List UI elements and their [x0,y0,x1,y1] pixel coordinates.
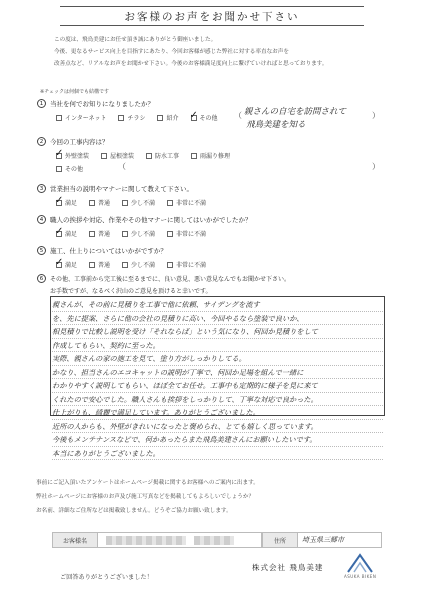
q3-option-normal[interactable]: 普通 [89,198,110,207]
handwritten-line: 今後もメンテナンスなどで、何かあったらまた飛鳥美建さんにお願いしたいです。 [52,433,383,447]
q4-option-very-unsatisfied[interactable]: 非常に不満 [167,229,206,238]
check-mark-icon: ✓ [55,147,64,159]
question-number: 1 [37,99,46,108]
handwritten-line: 作成してもらい、契約に至った。 [52,339,383,353]
q2-option-roof[interactable]: 屋根塗装 [101,151,134,160]
question-text: 営業担当の説明やマナーに関して教えて下さい。 [50,185,193,193]
checkbox[interactable] [56,115,62,121]
question-text: 当社を何でお知りになりましたか？ [50,100,154,108]
question-number: 6 [37,274,46,283]
question-text: 職人の挨拶や対応、作業やその他マナーに関してはいかがでしたか？ [50,216,252,224]
intro-line: この度は、飛鳥美建にお任せ頂き誠にありがとう御座いました。 [54,37,217,43]
address-field[interactable] [298,532,382,548]
question-6 [37,274,290,283]
handwritten-comments [52,298,383,460]
question-number: 3 [37,184,46,193]
customer-info-row [52,532,382,548]
checkbox[interactable] [146,153,152,159]
handwritten-line: 相見積りで比較し説明を受け「それならば」という気になり、何回か見積りをして [52,325,383,339]
handwritten-answer: 飛鳥美建を知る [246,120,306,130]
q5-option-satisfied[interactable]: ✓ 満足 [55,256,78,269]
redacted-name [106,536,186,545]
paren-open: （ [118,162,126,171]
q5-option-normal[interactable]: 普通 [89,260,110,269]
checkbox-checked[interactable] [55,147,64,159]
question-5 [37,246,167,255]
company-name: 株式会社 飛鳥美建 [252,563,324,572]
handwritten-line: 本当にありがとうございました。 [52,447,383,461]
q2-option-waterproof[interactable]: 防水工事 [146,151,179,160]
q2-option-other[interactable]: その他 [56,164,83,173]
page-title: お客様のお声をお聞かせ下さい [60,6,364,26]
intro-line: 今後、更なるサービス向上を目指すにあたり、今回お客様が感じた弊社に対する率直なお声を [54,49,289,55]
question-2 [37,137,109,146]
question-text: 今回の工事内容は？ [50,138,109,146]
checkbox[interactable] [122,200,128,206]
q3-option-satisfied[interactable]: ✓ 満足 [55,194,78,207]
checkbox[interactable] [89,200,95,206]
question-4 [37,215,252,224]
checkbox-checked[interactable] [55,256,64,268]
checkbox-checked[interactable] [55,194,64,206]
checkbox[interactable] [89,262,95,268]
question-text: 施工、仕上りについてはいかがですか？ [50,247,167,255]
permission-line: 事前にご記入頂いたアンケートはホームページ掲載に関するお客様へのご案内に出ます。 [36,480,259,486]
q2-options [55,147,242,160]
question-text: その他、工事前から完工後に至るまでに、良い意見、悪い意見なんでもお聞かせ下さい。 [50,276,291,283]
thanks-message: ご回答ありがとうございました！ [60,574,153,581]
logo-text: ASUKA BIKEN [344,574,377,579]
checkbox[interactable] [56,166,62,172]
check-mark-icon: ✓ [55,256,64,268]
redacted-name [194,536,234,545]
checkbox-note: ※チェックは何個でも結構です [40,89,110,95]
checkbox[interactable] [191,153,197,159]
handwritten-line: 近所の人からも、外壁がきれいになったと褒められ、とても嬉しく思っています。 [52,420,383,434]
check-mark-icon: ✓ [55,225,64,237]
address-value: 埼玉県三郷市 [302,536,344,544]
q1-option-other[interactable]: ✓ その他 [189,109,218,122]
q1-options [56,109,230,122]
paren-open: （ [234,111,242,120]
check-mark-icon: ✓ [189,109,198,121]
checkbox[interactable] [118,115,124,121]
q1-option-internet[interactable]: インターネット [56,113,106,122]
question-number: 2 [37,137,46,146]
handwritten-line: くれたので安心でした。職人さんも挨拶をしっかりして、丁寧な対応で良かった。 [52,393,383,407]
checkbox[interactable] [89,231,95,237]
handwritten-answer: 親さんの自宅を訪問されて [244,107,347,117]
question-3 [37,184,193,193]
question-6-sub: お手数ですが、なるべく沢山のご意見を頂けると幸いです。 [50,288,212,295]
checkbox-checked[interactable] [189,109,198,121]
q2-options-row2 [56,164,95,173]
q4-option-slightly-unsatisfied[interactable]: 少し不満 [122,229,155,238]
q5-option-slightly-unsatisfied[interactable]: 少し不満 [122,260,155,269]
q3-options [55,194,218,207]
checkbox-checked[interactable] [55,225,64,237]
q4-options [55,225,218,238]
checkbox[interactable] [122,262,128,268]
intro-line: 改善点など、リアルなお声をお聞かせ下さい。今後のお客様満足度向上に繋げていければと思っております。 [54,61,328,67]
intro-text [54,34,394,70]
q4-option-normal[interactable]: 普通 [89,229,110,238]
question-number: 5 [37,246,46,255]
question-number: 4 [37,215,46,224]
permission-line: お名前、詳細なご住所などは掲載致しません。どうぞご協力お願い致します。 [36,508,232,514]
question-1 [37,99,154,108]
q3-option-slightly-unsatisfied[interactable]: 少し不満 [122,198,155,207]
q3-option-very-unsatisfied[interactable]: 非常に不満 [167,198,206,207]
q1-option-flyer[interactable]: チラシ [118,113,145,122]
handwritten-line: 親さんが、その前に見積りを工事で他に依頼、サイデングを流す [52,298,383,312]
handwritten-line: わかりやすく説明してもらい、ほぼ全てお任せ。工事中も定期的に様子を見に来て [52,379,383,393]
checkbox[interactable] [122,231,128,237]
address-label: 住所 [262,532,298,548]
paren-close: ） [372,111,380,120]
q5-option-very-unsatisfied[interactable]: 非常に不満 [167,260,206,269]
checkbox[interactable] [157,115,163,121]
handwritten-line: かなり、担当さんのエコキャットの説明が丁寧で、何回か足場を組んで一緒に [52,366,383,380]
checkbox[interactable] [167,262,173,268]
company-logo-icon [346,552,374,576]
handwritten-line: を、先に提案、さらに他の会社の見積りに高い、今回やるなら塗装で良いか、 [52,312,383,326]
checkbox[interactable] [167,231,173,237]
check-mark-icon: ✓ [55,194,64,206]
q2-option-leak-repair[interactable]: 雨漏り修理 [191,151,230,160]
q5-options [55,256,218,269]
q1-option-referral[interactable]: 紹介 [157,113,178,122]
checkbox[interactable] [101,153,107,159]
checkbox[interactable] [167,200,173,206]
handwritten-line: 仕上がりも、綺麗で満足しています。ありがとうございました。 [52,406,383,420]
name-field[interactable] [98,532,262,548]
permission-line: 弊社ホームページにお客様のお声及び施工写真などを掲載してもよろしいでしょうか？ [36,494,255,500]
paren-close: ） [372,162,380,171]
q2-option-exterior-wall[interactable]: ✓ 外壁塗装 [55,147,90,160]
q4-option-satisfied[interactable]: ✓ 満足 [55,225,78,238]
name-label: お客様名 [52,532,98,548]
handwritten-line: 実際、親さんの家の施工を見て、塗り方がしっかりしてる。 [52,352,383,366]
